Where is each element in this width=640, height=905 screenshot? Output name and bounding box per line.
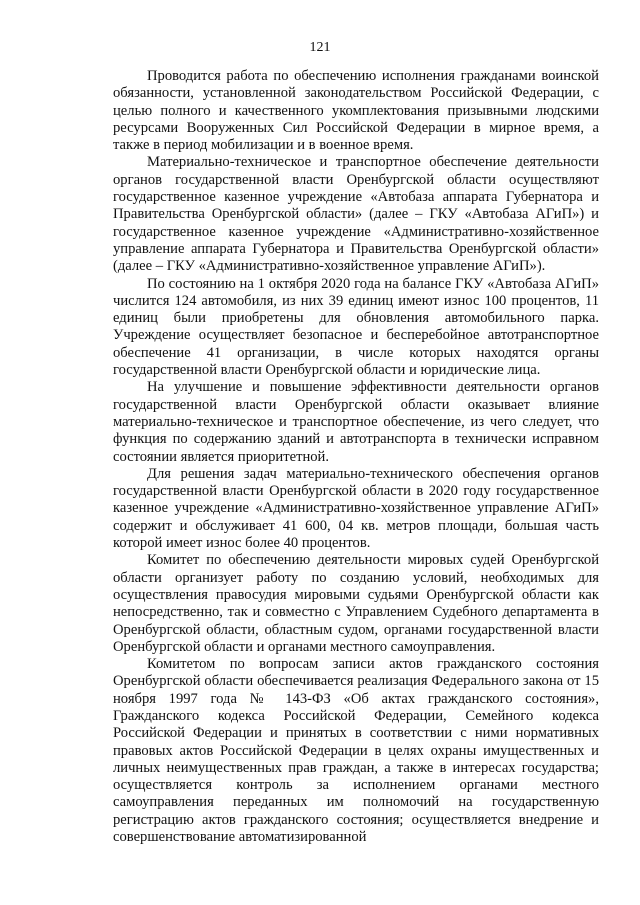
paragraph-logistics-support: Материально-техническое и транспортное обеспечение деятельности органов государственной власти Оренбургской области осуществляют государственное казенное учреждение «Автобаза аппарата Губернатора и Правительства Оренбургской области» (далее – ГКУ «Автобаза АГиП») и государственное казенное учреждение «Административно-хозяйственное управление аппарата Губернатора и Правительства Оренбургской области» (далее – ГКУ «Административно-хозяйственное управление АГиП»). bbox=[113, 154, 599, 275]
paragraph-military-duty: Проводится работа по обеспечению исполнения гражданами воинской обязанности, установленной законодательством Российской Федерации, с целью полного и качественного укомплектования призывными людскими ресурсами Вооруженных Сил Российской Федерации в мирное время, а также в период мобилизации и в военное время. bbox=[113, 68, 599, 154]
paragraph-building-maintenance: Для решения задач материально-технического обеспечения органов государственной власти Оренбургской области в 2020 году государственное казенное учреждение «Административно-хозяйственное управление АГиП» содержит и обслуживает 41 600, 04 кв. метров площади, большая часть которой имеет износ более 40 процентов. bbox=[113, 465, 599, 552]
paragraph-magistrates-committee: Комитет по обеспечению деятельности мировых судей Оренбургской области организует работу по созданию условий, необходимых для осуществления правосудия мировыми судьями Оренбургской области как непосредственно, так и совместно с Управлением Судебного департамента в Оренбургской области, областным судом, органами государственной власти Оренбургской области и органами местного самоуправления. bbox=[113, 552, 599, 655]
page-number: 121 bbox=[309, 40, 331, 55]
paragraph-efficiency: На улучшение и повышение эффективности деятельности органов государственной власти Оренбургской области оказывает влияние материально-техническое и транспортное обеспечение, из чего следует, что функция по содержанию зданий и автотранспорта в технически исправном состоянии является приоритетной. bbox=[113, 379, 599, 465]
paragraph-civil-registry-committee: Комитетом по вопросам записи актов гражданского состояния Оренбургской области обеспечивается реализация Федерального закона от 15 ноября 1997 года № 143-ФЗ «Об актах гражданского состояния», Гражданского кодекса Российской Федерации, Семейного кодекса Российской Федерации и принятых в соответствии с ними нормативных правовых актов Российской Федерации в целях охраны имущественных и личных неимущественных прав граждан, а также в интересах государства; осуществляется контроль за исполнением органами местного самоуправления переданных им полномочий на государственную регистрацию актов гражданского состояния; осуществляется внедрение и совершенствование автоматизированной bbox=[113, 656, 599, 846]
body-text bbox=[113, 68, 599, 846]
paragraph-autobase-fleet: По состоянию на 1 октября 2020 года на балансе ГКУ «Автобаза АГиП» числится 124 автомобиля, из них 39 единиц имеют износ 100 процентов, 11 единиц были приобретены для обновления автомобильного парка. Учреждение осуществляет безопасное и бесперебойное автотранспортное обеспечение 41 организации, в числе которых находятся органы государственной власти Оренбургской области и юридические лица. bbox=[113, 275, 599, 379]
